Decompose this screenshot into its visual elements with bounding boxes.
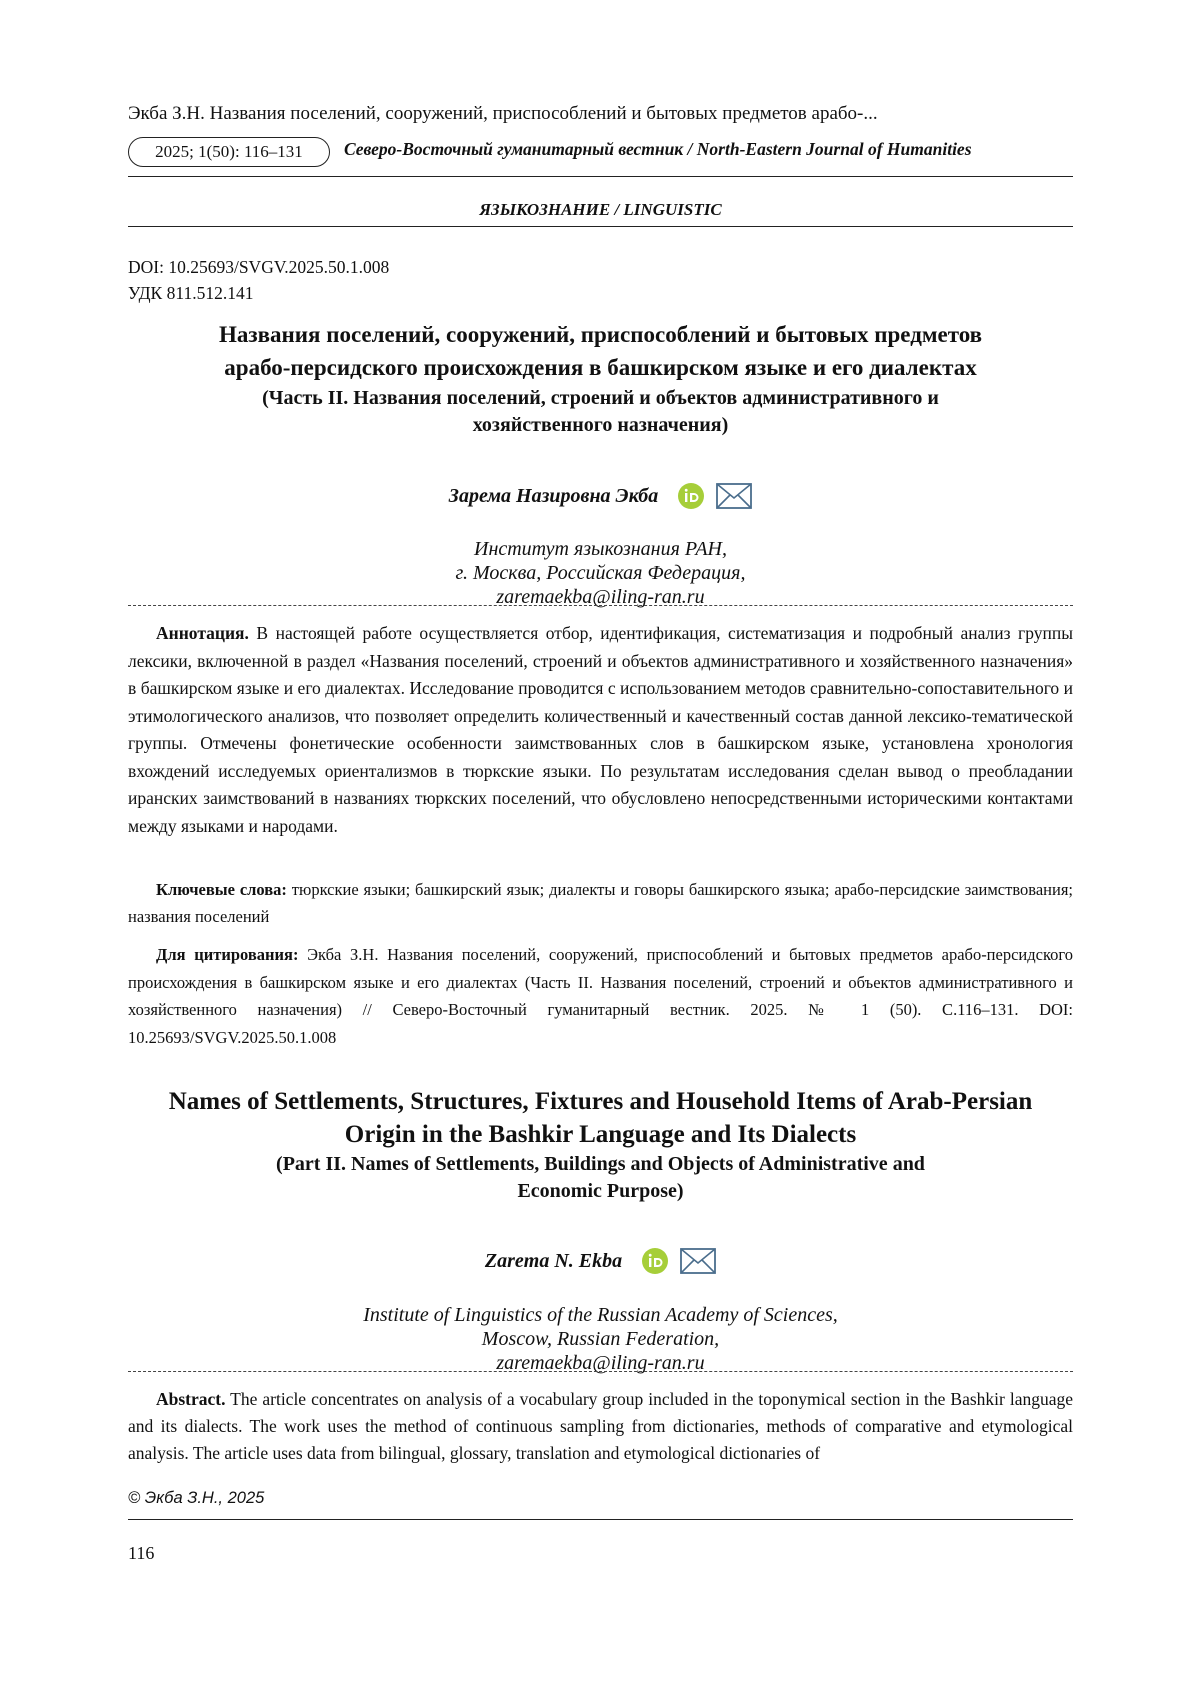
doi: DOI: 10.25693/SVGV.2025.50.1.008 [128,257,390,277]
dashed-divider-ru [128,605,1073,606]
abstract-en-label: Abstract. [156,1389,226,1409]
mail-icon[interactable] [716,483,752,509]
abstract-ru-label: Аннотация. [156,623,249,643]
subtitle-ru [128,385,1073,439]
page-number: 116 [128,1543,155,1563]
citation-ru [128,941,1073,1051]
footer-rule [128,1519,1073,1520]
abstract-en [128,1386,1073,1467]
author-name-ru: Зарема Назировна Экба [448,484,659,507]
affiliation-en [128,1303,1073,1375]
citation-ru-text: Экба З.Н. Названия поселений, сооружений, приспособлений и бытовых предметов арабо-персидского происхождения в башкирском языке и его диалектах (Часть II. Названия поселений, строений и объектов административного и хозяйственного назначения) // Северо-Восточный гуманитарный вестник. 2025. № 1 (50). С.116–131. DOI: 10.25693/SVGV.2025.50.1.008 [128,945,1073,1047]
subtitle-en-line-1: (Part II. Names of Settlements, Buildings and Objects of Administrative and [276,1153,925,1175]
affiliation-ru [128,537,1073,609]
orcid-icon[interactable] [642,1248,668,1274]
abstract-ru-text: В настоящей работе осуществляется отбор, идентификация, систематизация и подробный анализ группы лексики, включенной в раздел «Названия поселений, строений и объектов административного и хозяйственного назначения» в башкирском языке и его диалектах. Исследование проводится с использованием методов сравнительно-сопоставительного и этимологического анализов, что позволяет определить количественный и качественный состав данной лексико-тематической группы. Отмечены фонетические особенности заимствованных слов в башкирском языке, установлена хронология вхождений исследуемых ориентализмов в тюркские языки. По результатам исследования сделан вывод о преобладании иранских заимствований в названиях тюркских поселений, что обусловлено непосредственными историческими контактами между языками и народами. [128,623,1073,836]
issue-badge: 2025; 1(50): 116–131 [128,137,330,167]
author-name-en: Zarema N. Ekba [484,1249,623,1272]
title-ru-line-2: арабо-персидского происхождения в башкирском языке и его диалектах [224,355,977,380]
title-en-line-1: Names of Settlements, Structures, Fixtures and Household Items of Arab-Persian [168,1088,1033,1115]
keywords-ru-label: Ключевые слова: [156,880,287,899]
journal-title: Северо-Восточный гуманитарный вестник / North-Eastern Journal of Humanities [344,139,972,159]
section-rule [128,226,1073,227]
running-title: Экба З.Н. Названия поселений, сооружений, приспособлений и бытовых предметов арабо-... [128,103,878,124]
email-ru[interactable]: zaremaekba@iling-ran.ru [496,586,705,608]
author-line-ru [128,483,1073,509]
copyright: © Экба З.Н., 2025 [128,1489,265,1507]
udk: УДК 811.512.141 [128,283,254,303]
title-ru-line-1: Названия поселений, сооружений, приспособлений и бытовых предметов [218,322,983,347]
subtitle-ru-line-1: (Часть II. Названия поселений, строений и объектов административного и [262,387,939,409]
email-en[interactable]: zaremaekba@iling-ran.ru [496,1352,705,1374]
title-ru [128,318,1073,384]
affiliation-ru-line-2: г. Москва, Российская Федерация, [455,562,746,584]
abstract-ru [128,620,1073,840]
affiliation-ru-line-1: Институт языкознания РАН, [474,538,727,560]
section-heading: ЯЗЫКОЗНАНИЕ / LINGUISTIC [479,200,722,219]
keywords-ru [128,876,1073,930]
header-rule [128,176,1073,177]
title-en [128,1085,1073,1151]
subtitle-en-line-2: Economic Purpose) [517,1180,684,1202]
author-line-en [128,1248,1073,1274]
affiliation-en-line-1: Institute of Linguistics of the Russian Academy of Sciences, [363,1304,838,1326]
orcid-icon[interactable] [678,483,704,509]
dashed-divider-en [128,1371,1073,1372]
subtitle-en [128,1151,1073,1205]
mail-icon[interactable] [680,1248,716,1274]
subtitle-ru-line-2: хозяйственного назначения) [472,414,729,436]
citation-ru-label: Для цитирования: [156,945,299,964]
abstract-en-text: The article concentrates on analysis of a vocabulary group included in the toponymical section in the Bashkir language and its dialects. The work uses the method of continuous sampling from dictionaries, methods of comparative and etymological analysis. The article uses data from bilingual, glossary, translation and etymological dictionaries of [128,1389,1073,1463]
keywords-ru-text: тюркские языки; башкирский язык; диалекты и говоры башкирского языка; арабо-персидские заимствования; названия поселений [128,880,1073,926]
title-en-line-2: Origin in the Bashkir Language and Its Dialects [344,1121,857,1148]
affiliation-en-line-2: Moscow, Russian Federation, [481,1328,720,1350]
